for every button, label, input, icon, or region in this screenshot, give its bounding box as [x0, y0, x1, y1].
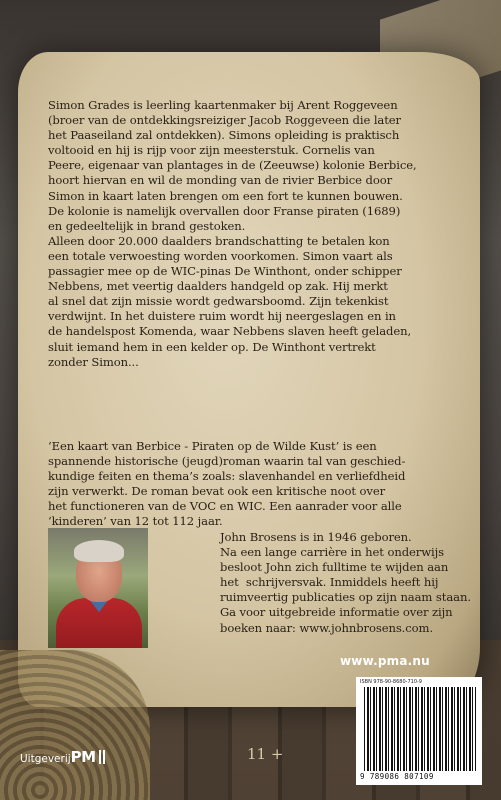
- bio-line: ruimveertig publicaties op zijn naam staan.: [220, 590, 471, 605]
- synopsis-line: sluit iemand hem in een kelder op. De Winthont vertrekt: [48, 339, 376, 354]
- synopsis-line: en gedeeltelijk in brand gestoken.: [48, 218, 246, 233]
- publisher-prefix: Uitgeverij: [20, 753, 71, 765]
- review-line: spannende historische (jeugd)roman waarin tal van geschied-: [48, 454, 406, 469]
- review-line: zijn verwerkt. De roman bevat ook een kritische noot over: [48, 484, 386, 499]
- synopsis-text: [48, 98, 468, 370]
- review-line: ‘Een kaart van Berbice - Piraten op de Wilde Kust’ is een: [48, 439, 377, 453]
- synopsis-line: het Paaseiland zal ontdekken). Simons opleiding is praktisch: [48, 128, 400, 143]
- synopsis-line: Simon Grades is leerling kaartenmaker bij Arent Roggeveen: [48, 98, 398, 112]
- synopsis-line: Simon in kaart laten brengen om een fort te kunnen bouwen.: [48, 188, 403, 203]
- age-rating: 11 +: [247, 745, 284, 763]
- synopsis-line: zonder Simon...: [48, 354, 139, 369]
- synopsis-line: voltooid en hij is rijp voor zijn meesterstuk. Cornelis van: [48, 143, 375, 158]
- publisher-logo-text: PM: [70, 748, 96, 766]
- synopsis-line: Alleen door 20.000 daalders brandschatting te betalen kon: [48, 233, 390, 248]
- synopsis-line: al snel dat zijn missie wordt gedwarsboomd. Zijn tekenkist: [48, 294, 389, 309]
- publisher-website: www.pma.nu: [340, 654, 430, 668]
- publisher-logo: [20, 748, 105, 767]
- review-line: kundige feiten en thema’s zoals: slavenhandel en verliefdheid: [48, 469, 406, 484]
- bio-line: Na een lange carrière in het onderwijs: [220, 545, 444, 560]
- synopsis-line: Nebbens, met veertig daalders handgeld op zak. Hij merkt: [48, 279, 388, 294]
- synopsis-line: passagier mee op de WIC-pinas De Winthont, onder schipper: [48, 264, 402, 279]
- author-photo: [48, 528, 148, 648]
- synopsis-line: hoort hiervan en wil de monding van de rivier Berbice door: [48, 173, 393, 188]
- barcode-icon: [364, 687, 476, 771]
- synopsis-line: De kolonie is namelijk overvallen door Franse piraten (1689): [48, 203, 401, 218]
- publisher-bars-icon: [97, 750, 105, 767]
- author-bio: [220, 530, 470, 636]
- synopsis-line: (broer van de ontdekkingsreiziger Jacob Roggeveen die later: [48, 113, 401, 128]
- barcode-box: [356, 677, 482, 785]
- bio-line: boeken naar: www.johnbrosens.com.: [220, 620, 434, 635]
- synopsis-line: een totale verwoesting worden voorkomen. Simon vaart als: [48, 248, 393, 263]
- barcode-digits: 9 789086 807109: [360, 772, 434, 781]
- author-hair: [74, 540, 124, 562]
- review-line: het functioneren van de VOC en WIC. Een aanrader voor alle: [48, 499, 402, 514]
- review-text: [48, 439, 468, 530]
- bio-line: Ga voor uitgebreide informatie over zijn: [220, 605, 453, 620]
- review-line: ‘kinderen’ van 12 tot 112 jaar.: [48, 514, 223, 529]
- bio-line: het schrijversvak. Inmiddels heeft hij: [220, 575, 439, 590]
- isbn-label: ISBN 978-90-8680-710-9: [360, 679, 422, 685]
- bio-line: besloot John zich fulltime te wijden aan: [220, 560, 449, 575]
- synopsis-line: verdwijnt. In het duistere ruim wordt hij neergeslagen en in: [48, 309, 396, 324]
- synopsis-line: Peere, eigenaar van plantages in de (Zeeuwse) kolonie Berbice,: [48, 158, 417, 173]
- bio-line: John Brosens is in 1946 geboren.: [220, 530, 412, 544]
- synopsis-line: de handelspost Komenda, waar Nebbens slaven heeft geladen,: [48, 324, 412, 339]
